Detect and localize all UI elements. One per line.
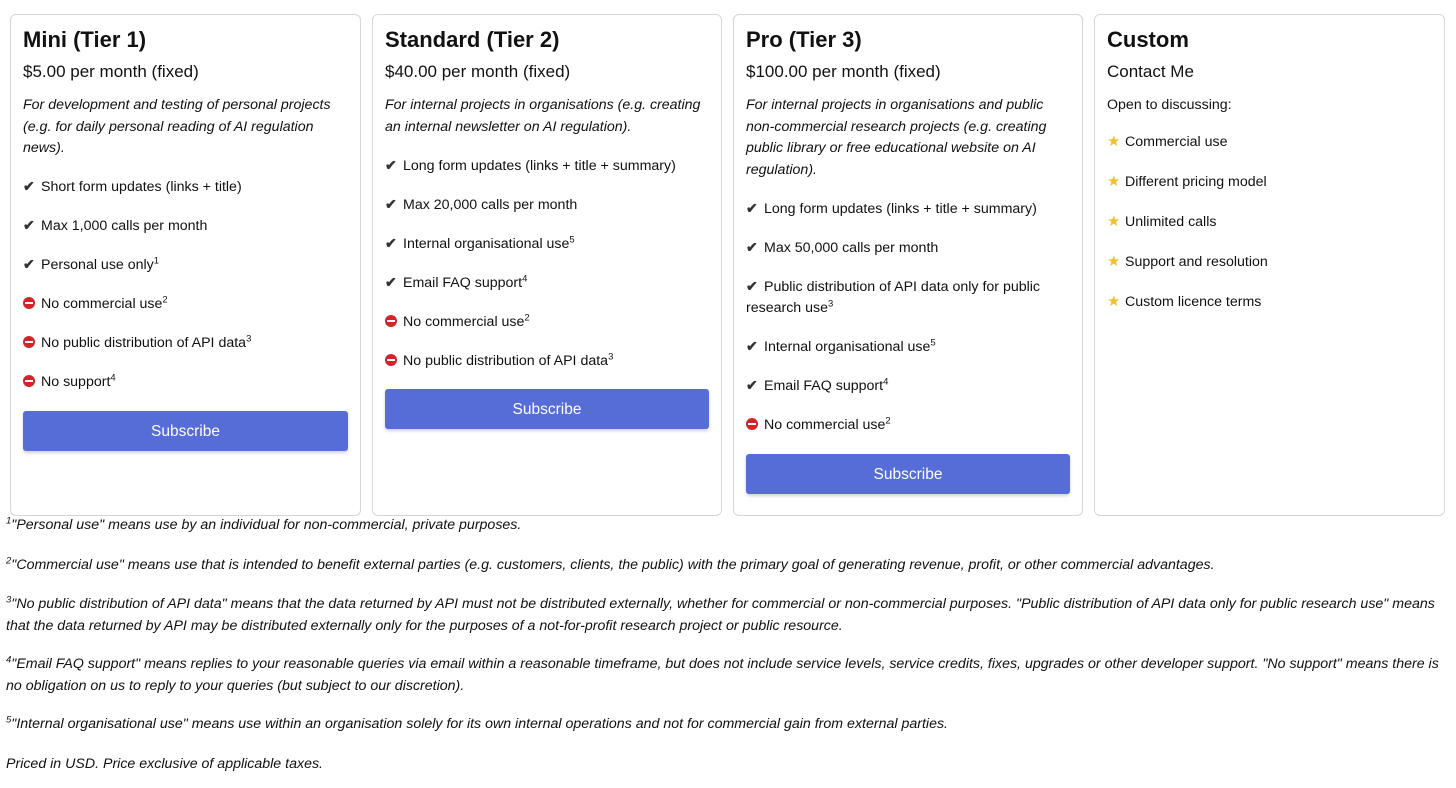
no-entry-icon	[385, 354, 397, 366]
footnote-ref: 3	[608, 350, 614, 362]
card-title: Pro (Tier 3)	[746, 27, 862, 52]
footnote-text: "Personal use" means use by an individual for non-commercial, private purposes.	[11, 517, 522, 533]
card-description: For internal projects in organisations and public non-commercial research projects (e.g. creating public library or free educational website on AI regulation).	[746, 97, 1047, 178]
feature-item	[385, 234, 709, 256]
feature-item	[23, 177, 348, 199]
footnote-text: "Email FAQ support" means replies to your reasonable queries via email within a reasonable timeframe, but does not include service levels, service credits, fixes, upgrades or other developer support. "No support" means there is no obligation on us to reply to your queries (but subject to our discretion).	[6, 656, 1439, 694]
star-icon: ★	[1107, 133, 1121, 150]
no-entry-icon	[385, 315, 397, 327]
feature-item	[746, 337, 1070, 359]
feature-item	[385, 312, 709, 334]
feature-item	[746, 415, 1070, 437]
footnote	[6, 515, 1452, 537]
footnote	[6, 594, 1452, 637]
no-entry-icon	[746, 418, 758, 430]
feature-text: No support	[41, 374, 111, 390]
footnote-number: 4	[6, 654, 12, 666]
card-description: For development and testing of personal projects (e.g. for daily personal reading of AI regulation news).	[23, 97, 331, 156]
feature-item	[746, 277, 1070, 320]
footnote-text: "No public distribution of API data" means that the data returned by API must not be distributed externally, whether for commercial or non-commercial purposes. "Public distribution of API data only for public research use" means that the data returned by API may be distributed externally only for the purposes of a not-for-profit research project or public resource.	[6, 596, 1435, 634]
feature-text: Long form updates (links + title + summary)	[403, 157, 676, 174]
feature-text: No public distribution of API data	[41, 335, 247, 351]
check-icon: ✔	[23, 257, 35, 273]
check-icon: ✔	[746, 339, 758, 355]
subscribe-button-standard[interactable]: Subscribe	[385, 389, 709, 429]
feature-item	[385, 351, 709, 373]
check-icon: ✔	[385, 196, 397, 213]
feature-item	[23, 255, 348, 277]
contact-me-text: Contact Me	[1107, 62, 1194, 81]
feature-list	[385, 156, 709, 373]
feature-list	[23, 177, 348, 394]
card-intro: Open to discussing:	[1107, 97, 1232, 113]
check-icon: ✔	[746, 378, 758, 394]
footnote-ref: 3	[828, 298, 834, 310]
feature-item	[1107, 131, 1432, 154]
feature-text: Public distribution of API data only for public research use	[746, 278, 1041, 316]
feature-text: No public distribution of API data	[403, 352, 609, 369]
pricing-card-pro	[733, 14, 1083, 516]
feature-item	[1107, 291, 1432, 314]
feature-text: Email FAQ support	[764, 378, 884, 394]
no-entry-icon	[23, 375, 35, 387]
footnote-text: "Commercial use" means use that is intended to benefit external parties (e.g. customers, clients, the public) with the primary goal of generating revenue, profit, or other commercial advantages.	[11, 556, 1215, 573]
feature-item	[746, 199, 1070, 221]
feature-item	[1107, 211, 1432, 234]
card-title: Mini (Tier 1)	[23, 27, 147, 52]
feature-text: Different pricing model	[1125, 174, 1267, 190]
footnote	[6, 555, 1452, 577]
feature-text: Commercial use	[1125, 134, 1228, 150]
no-entry-icon	[23, 297, 35, 309]
feature-text: Max 1,000 calls per month	[41, 218, 208, 234]
feature-text: Unlimited calls	[1125, 214, 1217, 230]
feature-item	[23, 372, 348, 394]
feature-text: Max 20,000 calls per month	[403, 196, 578, 213]
footnotes	[6, 515, 1452, 775]
check-icon: ✔	[23, 179, 35, 195]
pricing-card-mini	[10, 14, 361, 516]
check-icon: ✔	[385, 157, 397, 174]
feature-text: No commercial use	[403, 313, 525, 330]
subscribe-button-mini[interactable]: Subscribe	[23, 411, 348, 451]
feature-item	[23, 216, 348, 238]
feature-text: Personal use only	[41, 257, 154, 273]
check-icon: ✔	[23, 218, 35, 234]
feature-text: No commercial use	[41, 296, 163, 312]
feature-item	[23, 333, 348, 355]
card-title: Standard (Tier 2)	[385, 27, 560, 52]
feature-text: Support and resolution	[1125, 254, 1268, 270]
card-price: $40.00 per month (fixed)	[385, 62, 571, 81]
footnote-ref: 5	[930, 337, 936, 349]
star-icon: ★	[1107, 253, 1121, 270]
footnote-number: 5	[6, 714, 12, 726]
feature-text: Email FAQ support	[403, 274, 523, 291]
footnote-ref: 3	[246, 333, 252, 345]
card-title: Custom	[1107, 27, 1189, 52]
footnote-number: 2	[6, 554, 12, 566]
footnote-ref: 4	[110, 372, 116, 384]
no-entry-icon	[23, 336, 35, 348]
feature-text: Long form updates (links + title + summary)	[764, 200, 1037, 217]
footnote	[6, 654, 1452, 697]
footnote-number: 1	[6, 515, 12, 527]
pricing-card-custom	[1094, 14, 1445, 516]
check-icon: ✔	[746, 200, 758, 217]
feature-item	[23, 294, 348, 316]
check-icon: ✔	[385, 274, 397, 291]
footnote-ref: 1	[153, 255, 160, 267]
feature-list	[746, 199, 1070, 437]
footnote-ref: 4	[522, 272, 528, 284]
feature-item	[385, 156, 709, 178]
feature-text: Max 50,000 calls per month	[764, 239, 939, 256]
card-price: $5.00 per month (fixed)	[23, 62, 199, 81]
check-icon: ✔	[746, 239, 758, 256]
feature-item	[1107, 171, 1432, 194]
feature-text: Custom licence terms	[1125, 294, 1262, 310]
pricing-card-standard	[372, 14, 722, 516]
feature-text: No commercial use	[764, 417, 886, 433]
footnote-ref: 2	[885, 415, 891, 427]
footnote-ref: 2	[162, 294, 168, 306]
feature-item	[746, 238, 1070, 260]
footnote	[6, 714, 1452, 736]
subscribe-button-pro[interactable]: Subscribe	[746, 454, 1070, 494]
feature-text: Internal organisational use	[764, 339, 931, 355]
footnote-ref: 2	[524, 311, 530, 323]
feature-text: Internal organisational use	[403, 235, 570, 252]
feature-item	[385, 273, 709, 295]
feature-text: Short form updates (links + title)	[41, 179, 242, 195]
footnote-ref: 4	[883, 376, 889, 388]
card-price: $100.00 per month (fixed)	[746, 62, 941, 81]
check-icon: ✔	[385, 235, 397, 252]
feature-item	[385, 195, 709, 217]
feature-item	[746, 376, 1070, 398]
footnote-ref: 5	[569, 233, 575, 245]
footnote-text: "Internal organisational use" means use within an organisation solely for its own internal operations and not for commercial gain from external parties.	[11, 716, 948, 732]
star-icon: ★	[1107, 173, 1121, 190]
check-icon: ✔	[746, 278, 758, 295]
star-icon: ★	[1107, 213, 1121, 230]
star-icon: ★	[1107, 293, 1121, 310]
feature-list	[1107, 131, 1432, 314]
pricing-note: Priced in USD. Price exclusive of applicable taxes.	[6, 755, 323, 772]
card-description: For internal projects in organisations (e.g. creating an internal newsletter on AI regulation).	[385, 97, 701, 135]
feature-item	[1107, 251, 1432, 274]
footnote-number: 3	[6, 594, 12, 606]
